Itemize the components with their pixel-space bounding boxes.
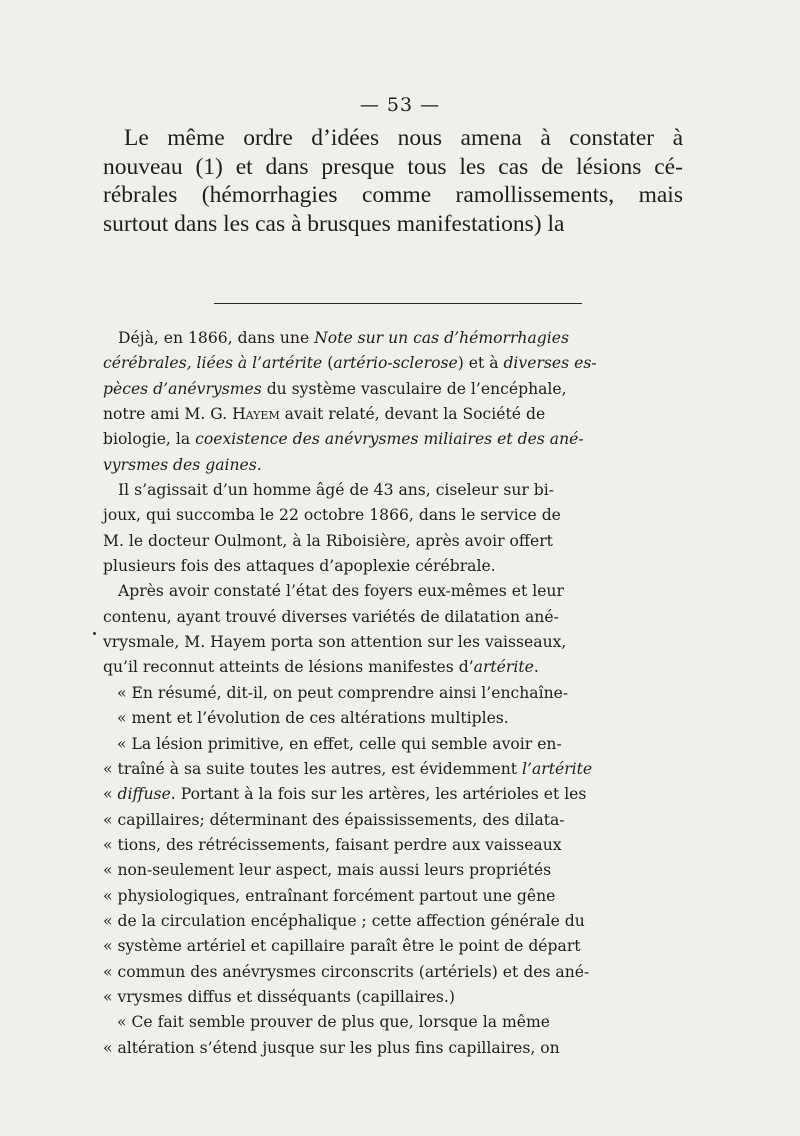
quote-line: « capillaires; déterminant des épaississements, des dilata-: [103, 810, 565, 829]
ink-speck: [93, 632, 96, 635]
footnote-text: .: [533, 658, 539, 677]
footnote-line: joux, qui succomba le 22 octobre 1866, dans le service de: [103, 506, 561, 525]
quote-line: « physiologiques, entraînant forcément partout une gêne: [103, 886, 556, 905]
footnote-line: vrysmale, M. Hayem porta son attention sur les vaisseaux,: [103, 633, 567, 652]
word: ordre: [243, 125, 293, 151]
quote-line: « ment et l’évolution de ces altérations multiples.: [117, 709, 509, 728]
quote-line: « vrysmes diffus et disséquants (capillaires.): [103, 987, 455, 1006]
footnote-italic: Note sur un cas d’hémorrhagies: [314, 329, 569, 347]
footnote-text: ) et à: [457, 354, 504, 373]
footnote-text: du système vasculaire de l’encéphale,: [261, 379, 567, 398]
footnote-separator: [214, 303, 582, 304]
quote-line: « La lésion primitive, en effet, celle qui semble avoir en-: [117, 734, 562, 753]
quote-line: [103, 782, 683, 807]
word: d’idées: [311, 125, 380, 151]
quote-line: « système artériel et capillaire paraît être le point de départ: [103, 937, 581, 956]
footnote-line: plusieurs fois des attaques d’apoplexie cérébrale.: [103, 557, 496, 576]
main-line-text: surtout dans les cas à brusques manifestations) la: [103, 210, 565, 237]
footnote-line: Il s’agissait d’un homme âgé de 43 ans, ciseleur sur bi-: [118, 481, 555, 500]
word: presque: [321, 153, 395, 180]
footnote-text: Déjà, en 1866, dans une: [118, 329, 315, 347]
footnote-italic: diffuse: [117, 785, 171, 804]
main-line: [103, 124, 683, 153]
word: dans: [265, 153, 309, 180]
footnote-text: «: [103, 785, 118, 804]
quote-line: « de la circulation encéphalique ; cette affection générale du: [103, 911, 585, 930]
word: (hémorrhagies: [201, 182, 338, 209]
word: même: [167, 125, 225, 151]
word: nous: [397, 125, 443, 151]
word: nouveau: [103, 153, 183, 180]
footnote-italic: artério-sclerose: [333, 354, 458, 373]
footnote-line: [103, 427, 683, 452]
footnote-text: . Portant à la fois sur les artères, les artérioles et les: [170, 785, 587, 804]
footnote-text: (: [322, 354, 334, 373]
word: lésions: [576, 153, 642, 180]
footnote-italic: vyrsmes des gaines: [103, 455, 257, 474]
word: (1): [195, 153, 223, 180]
word: rébrales: [103, 182, 178, 209]
word: comme: [361, 182, 432, 209]
word: ramollissements,: [455, 182, 615, 209]
author-name: Hayem: [232, 405, 280, 424]
footnote-line: [103, 351, 683, 376]
word: et: [235, 153, 253, 180]
main-line: [103, 181, 683, 210]
main-line: [103, 210, 683, 239]
footnote: [103, 326, 683, 1061]
word: Le: [124, 125, 149, 151]
word: à: [540, 125, 551, 151]
footnote-italic: coexistence des anévrysmes miliaires et des ané-: [195, 430, 584, 449]
footnote-text: « traîné à sa suite toutes les autres, est évidemment: [103, 759, 523, 778]
main-line: [103, 153, 683, 182]
footnote-line: [103, 326, 683, 351]
footnote-text: notre ami M. G.: [103, 405, 233, 424]
page-number: — 53 —: [359, 94, 441, 116]
footnote-italic: artérite: [473, 658, 534, 677]
footnote-line: [103, 402, 683, 427]
word: de: [541, 153, 564, 180]
footnote-text: biologie, la: [103, 430, 196, 449]
footnote-line: [103, 377, 683, 402]
word: les: [459, 153, 486, 180]
word: amena: [460, 125, 522, 151]
quote-line: « commun des anévrysmes circonscrits (artériels) et des ané-: [103, 962, 590, 981]
footnote-line: [103, 655, 683, 680]
quote-line: « altération s’étend jusque sur les plus fins capillaires, on: [103, 1038, 560, 1057]
footnote-italic: pèces d’anévrysmes: [103, 379, 262, 398]
footnote-line: Après avoir constaté l’état des foyers eux-mêmes et leur: [118, 582, 564, 601]
word: à: [672, 125, 683, 151]
footnote-text: .: [256, 455, 262, 474]
word: cé-: [654, 153, 683, 180]
word: tous: [407, 153, 447, 180]
quote-line: « non-seulement leur aspect, mais aussi leurs propriétés: [103, 861, 552, 880]
quote-line: « tions, des rétrécissements, faisant perdre aux vaisseaux: [103, 835, 562, 854]
word: cas: [498, 153, 529, 180]
footnote-italic: diverses es-: [503, 354, 597, 373]
footnote-text: avait relaté, devant la Société de: [279, 405, 546, 424]
word: constater: [569, 125, 655, 151]
quote-line: « En résumé, dit-il, on peut comprendre ainsi l’enchaîne-: [117, 683, 569, 702]
footnote-line: [103, 453, 683, 478]
main-text: [103, 124, 683, 238]
quote-line: « Ce fait semble prouver de plus que, lorsque la même: [117, 1013, 551, 1032]
footnote-text: qu’il reconnut atteints de lésions manifestes d’: [103, 658, 474, 677]
footnote-italic: cérébrales, liées à l’artérite: [103, 354, 323, 373]
footnote-italic: l’artérite: [522, 759, 593, 778]
footnote-line: contenu, ayant trouvé diverses variétés de dilatation ané-: [103, 607, 559, 626]
word: mais: [638, 182, 683, 209]
footnote-line: M. le docteur Oulmont, à la Riboisière, après avoir offert: [103, 531, 553, 550]
quote-line: [103, 757, 683, 782]
